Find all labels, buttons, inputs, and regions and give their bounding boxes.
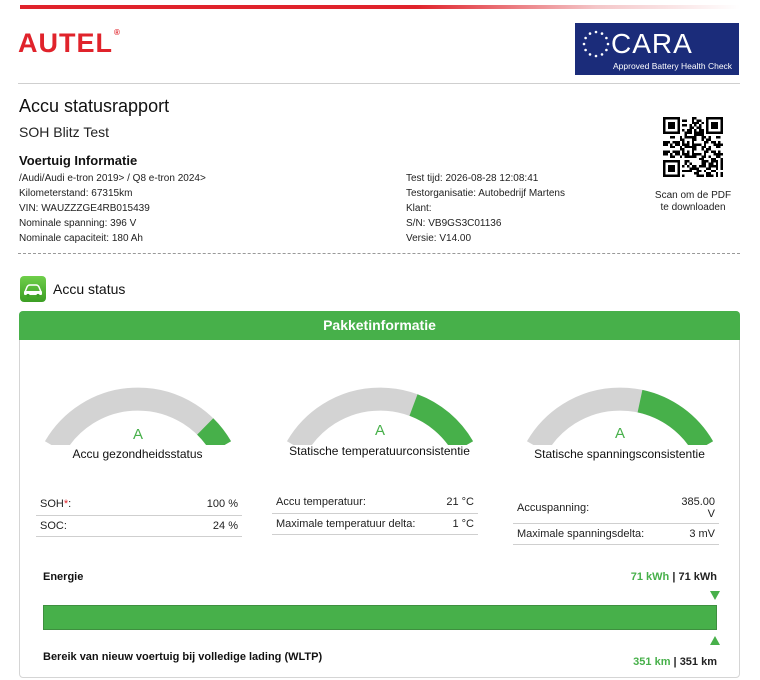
qr-module [704, 160, 706, 162]
qr-module [721, 158, 723, 160]
qr-module [689, 155, 691, 157]
autel-logo: AUTEL® [18, 28, 121, 58]
qr-module [680, 136, 682, 138]
qr-module [689, 163, 691, 165]
qr-module [713, 165, 715, 167]
qr-module [709, 146, 711, 148]
package-info-header: Pakketinformatie [19, 311, 740, 340]
qr-module [692, 148, 694, 150]
qr-module [682, 151, 684, 153]
qr-module [721, 153, 723, 155]
qr-module [716, 143, 718, 145]
qr-module [687, 136, 689, 138]
qr-module [701, 163, 703, 165]
table-row [36, 494, 242, 515]
qr-module [673, 141, 675, 143]
qr-module [685, 136, 687, 138]
qr-module [694, 143, 696, 145]
vehicle-info-heading: Voertuig Informatie [19, 153, 138, 168]
qr-module [701, 129, 703, 131]
qr-module [694, 124, 696, 126]
qr-module [685, 124, 687, 126]
qr-module [694, 167, 696, 169]
qr-module [711, 175, 713, 177]
qr-module [701, 148, 703, 150]
qr-module [692, 139, 694, 141]
qr-module [685, 119, 687, 121]
qr-module [711, 160, 713, 162]
qr-module [716, 153, 718, 155]
qr-module [663, 141, 665, 143]
qr-module [704, 153, 706, 155]
gauge-grade: A [132, 426, 144, 443]
energy-marker-icon [710, 591, 720, 600]
qr-module [673, 151, 675, 153]
temp-label: Accu temperatuur: [272, 491, 438, 513]
qr-module [665, 143, 667, 145]
report-subtitle: SOH Blitz Test [19, 124, 109, 140]
qr-module [699, 129, 701, 131]
qr-module [721, 163, 723, 165]
soh-gauge-label: Accu gezondheidsstatus [72, 447, 203, 461]
qr-module [689, 131, 691, 133]
qr-module [709, 167, 711, 169]
qr-module [673, 136, 675, 138]
qr-module [692, 136, 694, 138]
qr-module [713, 151, 715, 153]
qr-module [711, 151, 713, 153]
gauge-fill [640, 401, 703, 445]
qr-module [706, 172, 708, 174]
qr-module [685, 146, 687, 148]
qr-module [697, 131, 699, 133]
report-title: Accu statusrapport [19, 96, 170, 116]
qr-module [685, 143, 687, 145]
qr-module [704, 141, 706, 143]
qr-module [704, 143, 706, 145]
qr-module [704, 151, 706, 153]
qr-module [682, 129, 684, 131]
qr-module [718, 155, 720, 157]
qr-module [721, 160, 723, 162]
qr-module [692, 151, 694, 153]
qr-module [692, 165, 694, 167]
vehicle-vin: VIN: WAUZZZGE4RB015439 [19, 203, 150, 214]
qr-module [670, 143, 672, 145]
qr-module [694, 131, 696, 133]
qr-module [704, 163, 706, 165]
qr-module [718, 136, 720, 138]
qr-module [718, 143, 720, 145]
qr-module [687, 131, 689, 133]
qr-module [670, 136, 672, 138]
qr-module [704, 165, 706, 167]
vehicle-mileage: Kilometerstand: 67315km [19, 188, 133, 199]
qr-module [685, 160, 687, 162]
qr-module [677, 151, 679, 153]
gauge-fill [414, 405, 464, 445]
qr-module [689, 124, 691, 126]
qr-module [706, 160, 708, 162]
qr-module [699, 127, 701, 129]
qr-module [694, 134, 696, 136]
voltage-gauge [512, 355, 732, 445]
eu-stars-icon [581, 29, 611, 59]
qr-module [692, 141, 694, 143]
energy-bar [43, 605, 717, 630]
qr-module [711, 141, 713, 143]
qr-module [694, 117, 696, 119]
temp-delta-label: Maximale temperatuur delta: [272, 513, 438, 534]
qr-module [697, 127, 699, 129]
vehicle-model: /Audi/Audi e-tron 2019> / Q8 e-tron 2024> [19, 173, 206, 184]
qr-module [687, 165, 689, 167]
qr-module [675, 151, 677, 153]
qr-module [682, 124, 684, 126]
qr-module [687, 160, 689, 162]
qr-module [682, 170, 684, 172]
qr-caption-line2: te downloaden [660, 202, 726, 213]
soc-value: 24 % [139, 515, 242, 536]
range-label: Bereik van nieuw voertuig bij volledige lading (WLTP) [43, 651, 323, 663]
cara-badge [575, 23, 739, 75]
qr-module [699, 131, 701, 133]
qr-module [699, 119, 701, 121]
qr-module [675, 153, 677, 155]
temp-value: 21 °C [438, 491, 478, 513]
qr-module [709, 148, 711, 150]
soh-label: SOH*: [36, 494, 139, 515]
qr-module [706, 148, 708, 150]
qr-module [682, 148, 684, 150]
soh-table [36, 494, 242, 537]
energy-label: Energie [43, 571, 84, 583]
qr-module [663, 143, 665, 145]
table-row [272, 513, 478, 534]
qr-module [704, 136, 706, 138]
voltage-value: 385.00 V [670, 494, 719, 523]
qr-module [680, 146, 682, 148]
qr-module [677, 141, 679, 143]
qr-module [668, 151, 670, 153]
qr-module [692, 117, 694, 119]
qr-module [685, 153, 687, 155]
gauge-fill [205, 426, 221, 445]
qr-module [716, 167, 718, 169]
qr-module [699, 170, 701, 172]
qr-module [701, 160, 703, 162]
qr-module [694, 139, 696, 141]
soh-gauge [30, 355, 250, 445]
qr-module [692, 127, 694, 129]
serial-number: S/N: VB9GS3C01136 [406, 218, 502, 229]
qr-module [694, 172, 696, 174]
qr-module [692, 146, 694, 148]
qr-module [706, 175, 708, 177]
qr-module [682, 119, 684, 121]
cara-tagline: Approved Battery Health Check [613, 61, 733, 71]
qr-module [682, 165, 684, 167]
qr-module [677, 143, 679, 145]
qr-module [687, 155, 689, 157]
gauge-grade: A [374, 422, 386, 439]
top-accent-bar [20, 5, 740, 9]
qr-module [697, 143, 699, 145]
qr-module [692, 143, 694, 145]
qr-module [685, 131, 687, 133]
qr-module [701, 158, 703, 160]
header-divider [18, 83, 740, 84]
qr-module [709, 155, 711, 157]
soc-label: SOC: [36, 515, 139, 536]
qr-caption [640, 190, 746, 214]
temperature-gauge-label: Statische temperatuurconsistentie [289, 444, 470, 458]
qr-module [699, 158, 701, 160]
qr-module [694, 165, 696, 167]
qr-module [682, 139, 684, 141]
qr-module [711, 163, 713, 165]
qr-module [706, 139, 708, 141]
qr-module [713, 160, 715, 162]
qr-module [709, 139, 711, 141]
qr-module [701, 139, 703, 141]
qr-module [680, 139, 682, 141]
qr-module [697, 122, 699, 124]
qr-module [697, 153, 699, 155]
qr-module [689, 167, 691, 169]
qr-module [711, 158, 713, 160]
qr-module [716, 172, 718, 174]
qr-module [721, 143, 723, 145]
qr-module [701, 136, 703, 138]
qr-module [716, 136, 718, 138]
qr-module [687, 170, 689, 172]
qr-module [697, 175, 699, 177]
qr-module [704, 155, 706, 157]
table-row [513, 523, 719, 544]
qr-module [721, 175, 723, 177]
qr-module [716, 146, 718, 148]
voltage-table [513, 494, 719, 545]
qr-module [682, 153, 684, 155]
qr-module [699, 165, 701, 167]
qr-module [701, 155, 703, 157]
qr-module [687, 146, 689, 148]
qr-module [668, 141, 670, 143]
qr-module [689, 136, 691, 138]
qr-module [689, 170, 691, 172]
qr-module [697, 134, 699, 136]
qr-module [713, 158, 715, 160]
qr-module [694, 129, 696, 131]
qr-module [699, 153, 701, 155]
table-row [513, 494, 719, 523]
gauge-grade: A [614, 425, 626, 442]
qr-module [692, 155, 694, 157]
qr-module [675, 143, 677, 145]
range-marker-icon [710, 636, 720, 645]
qr-module [682, 175, 684, 177]
section-divider [18, 253, 740, 254]
qr-module [692, 122, 694, 124]
qr-module [699, 143, 701, 145]
voltage-label: Accuspanning: [513, 494, 670, 523]
qr-module [709, 163, 711, 165]
qr-module [694, 153, 696, 155]
qr-module [694, 136, 696, 138]
test-info-right [406, 171, 565, 246]
qr-module [709, 175, 711, 177]
test-time: Test tijd: 2026-08-28 12:08:41 [406, 173, 539, 184]
qr-module [697, 170, 699, 172]
qr-module [663, 153, 665, 155]
qr-module [692, 153, 694, 155]
qr-module [685, 155, 687, 157]
qr-module [689, 146, 691, 148]
qr-module [692, 119, 694, 121]
qr-module [663, 151, 665, 153]
qr-module [721, 167, 723, 169]
qr-module [701, 131, 703, 133]
customer: Klant: [406, 203, 432, 214]
qr-module [706, 141, 708, 143]
qr-module [680, 155, 682, 157]
qr-module [716, 175, 718, 177]
qr-module [668, 165, 675, 172]
qr-module [685, 163, 687, 165]
qr-module [665, 151, 667, 153]
qr-module [713, 170, 715, 172]
qr-module [665, 141, 667, 143]
voltage-delta-value: 3 mV [670, 523, 719, 544]
qr-module [718, 141, 720, 143]
qr-module [692, 167, 694, 169]
qr-module [711, 170, 713, 172]
qr-module [718, 153, 720, 155]
qr-module [713, 143, 715, 145]
qr-module [682, 143, 684, 145]
range-value: 351 km | 351 km [633, 656, 717, 668]
qr-module [687, 143, 689, 145]
qr-module [687, 153, 689, 155]
qr-module [716, 155, 718, 157]
qr-module [704, 146, 706, 148]
qr-code-icon[interactable] [663, 117, 723, 177]
qr-module [716, 160, 718, 162]
qr-module [709, 165, 711, 167]
qr-module [718, 151, 720, 153]
qr-module [689, 127, 691, 129]
qr-module [721, 165, 723, 167]
qr-module [670, 146, 672, 148]
qr-module [709, 136, 711, 138]
qr-module [694, 122, 696, 124]
qr-module [701, 134, 703, 136]
qr-module [711, 165, 713, 167]
qr-module [721, 172, 723, 174]
qr-module [694, 155, 696, 157]
qr-module [704, 170, 706, 172]
qr-module [685, 170, 687, 172]
qr-module [689, 129, 691, 131]
qr-module [694, 146, 696, 148]
table-row [36, 515, 242, 536]
qr-module [706, 151, 708, 153]
qr-module [697, 119, 699, 121]
qr-module [701, 175, 703, 177]
qr-module [668, 122, 675, 129]
version: Versie: V14.00 [406, 233, 472, 244]
vehicle-nominal-voltage: Nominale spanning: 396 V [19, 218, 137, 229]
voltage-delta-label: Maximale spanningsdelta: [513, 523, 670, 544]
qr-module [670, 153, 672, 155]
qr-module [673, 155, 675, 157]
qr-module [677, 153, 679, 155]
soh-value: 100 % [139, 494, 242, 515]
qr-module [709, 172, 711, 174]
qr-caption-line1: Scan om de PDF [654, 190, 732, 201]
qr-module [687, 129, 689, 131]
battery-car-icon [20, 276, 46, 302]
qr-module [701, 122, 703, 124]
qr-module [699, 175, 701, 177]
temp-delta-value: 1 °C [438, 513, 478, 534]
vehicle-nominal-capacity: Nominale capaciteit: 180 Ah [19, 233, 143, 244]
energy-value: 71 kWh | 71 kWh [630, 571, 717, 583]
qr-module [685, 134, 687, 136]
table-row [272, 491, 478, 513]
qr-module [670, 155, 672, 157]
qr-module [713, 153, 715, 155]
qr-module [673, 146, 675, 148]
qr-module [682, 141, 684, 143]
temperature-table [272, 491, 478, 535]
cara-wordmark: CARA [611, 28, 693, 59]
qr-module [675, 141, 677, 143]
qr-module [699, 134, 701, 136]
qr-module [687, 141, 689, 143]
qr-module [713, 141, 715, 143]
vehicle-info-left [19, 171, 206, 246]
qr-module [665, 153, 667, 155]
qr-module [701, 165, 703, 167]
qr-module [687, 151, 689, 153]
qr-module [716, 165, 718, 167]
qr-module [711, 122, 718, 129]
qr-module [680, 148, 682, 150]
qr-module [701, 146, 703, 148]
qr-module [716, 163, 718, 165]
qr-module [706, 167, 708, 169]
accu-status-heading: Accu status [53, 281, 126, 297]
voltage-gauge-label: Statische spanningsconsistentie [534, 447, 705, 461]
test-organisation: Testorganisatie: Autobedrijf Martens [406, 188, 565, 199]
qr-module [697, 167, 699, 169]
qr-module [699, 124, 701, 126]
qr-module [718, 146, 720, 148]
qr-module [694, 148, 696, 150]
qr-module [697, 172, 699, 174]
temperature-gauge [272, 355, 492, 445]
